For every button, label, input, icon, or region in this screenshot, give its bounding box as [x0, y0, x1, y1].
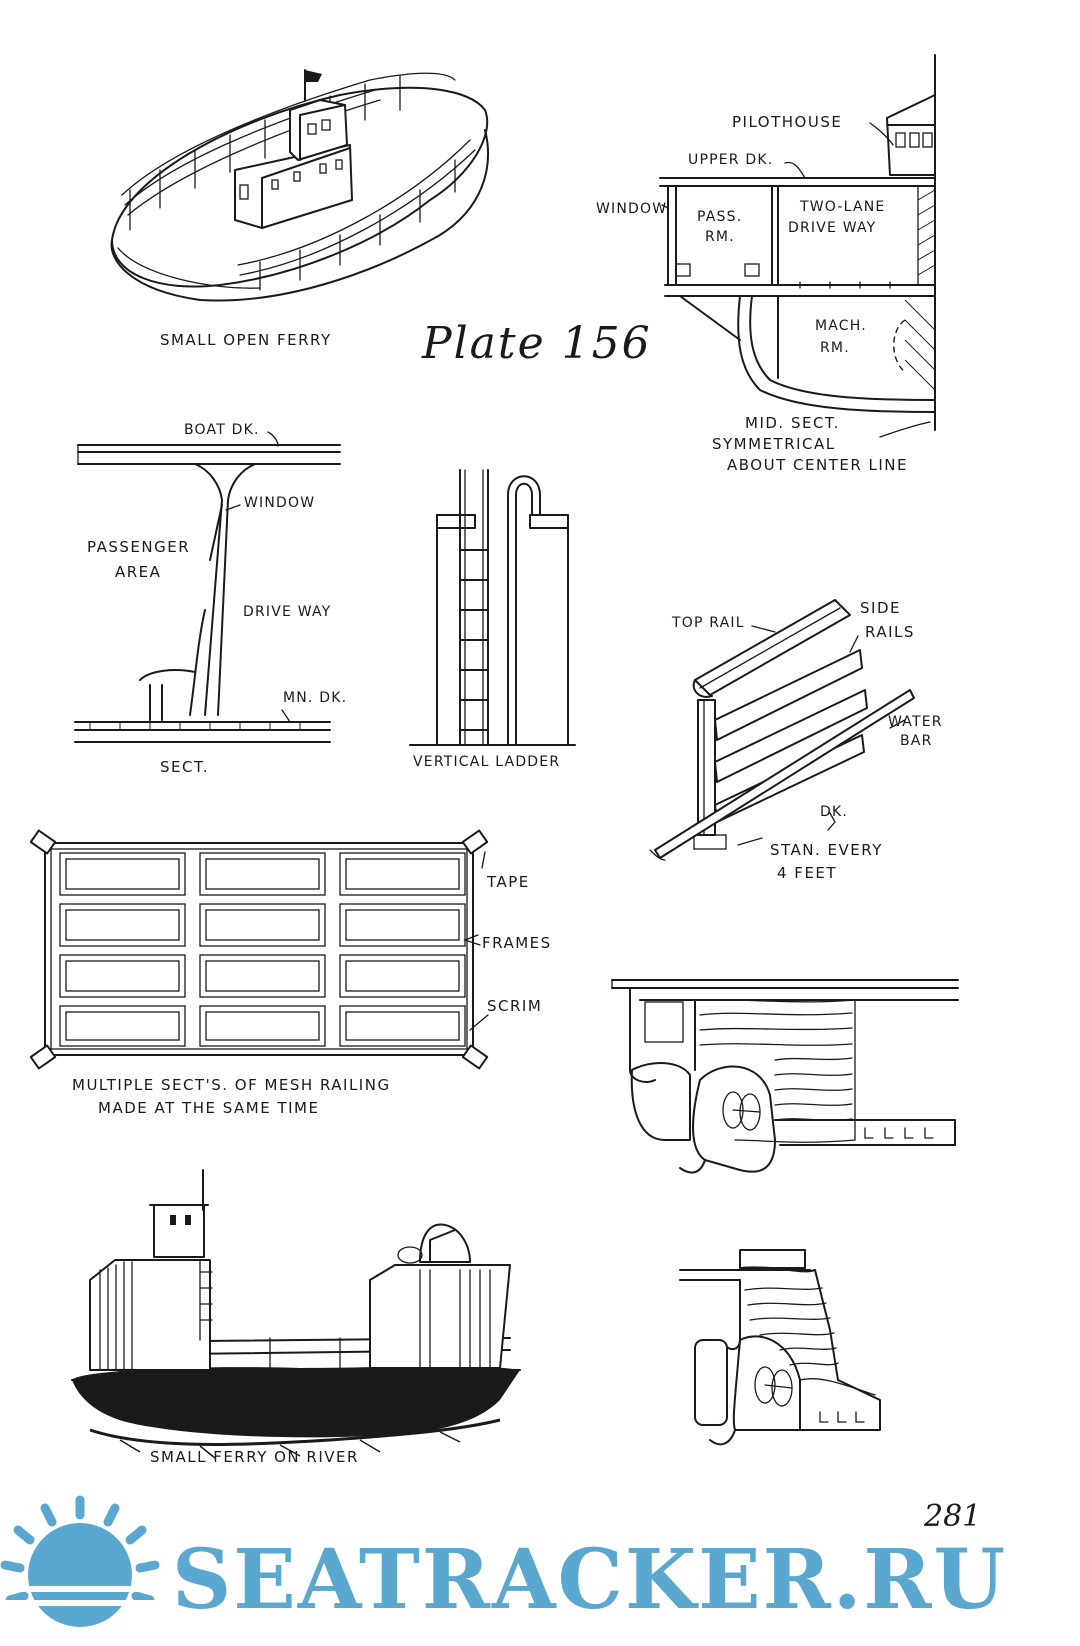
- deck-label-railing: DK.: [820, 804, 849, 820]
- vertical-ladder-caption: VERTICAL LADDER: [413, 754, 561, 770]
- hull-detail-lower-drawing: [680, 1250, 880, 1444]
- upper-deck-label: UPPER DK.: [688, 152, 774, 168]
- tape-label: TAPE: [487, 873, 530, 891]
- mid-section-caption-1: MID. SECT.: [745, 414, 841, 432]
- pass-room-label-2: RM.: [705, 229, 735, 245]
- mach-room-label-2: RM.: [820, 340, 850, 356]
- mid-section-caption-2: SYMMETRICAL: [712, 435, 836, 453]
- stanchion-label-2: 4 FEET: [777, 864, 838, 882]
- water-bar-label-2: BAR: [900, 733, 933, 749]
- section-caption: SECT.: [160, 758, 210, 776]
- plate-title: Plate 156: [422, 318, 652, 369]
- passenger-label-2: AREA: [115, 563, 162, 581]
- mid-section-caption-3: ABOUT CENTER LINE: [727, 456, 908, 474]
- page-number: 281: [924, 1499, 982, 1534]
- mesh-frame-grid: [60, 853, 465, 1046]
- driveway-label-2: DRIVE WAY: [788, 220, 877, 236]
- main-deck-label: MN. DK.: [283, 690, 348, 706]
- frames-label: FRAMES: [482, 934, 552, 952]
- window-label-mid: WINDOW: [596, 201, 668, 217]
- ferry-on-river-drawing: [72, 1170, 520, 1458]
- passenger-label-1: PASSENGER: [87, 538, 191, 556]
- driveway-label-sect: DRIVE WAY: [243, 604, 332, 620]
- hull-detail-upper-drawing: [612, 980, 958, 1173]
- top-rail-label: TOP RAIL: [672, 615, 745, 631]
- side-rails-label-1: SIDE: [860, 599, 901, 617]
- ferry-on-river-caption: SMALL FERRY ON RIVER: [150, 1448, 359, 1466]
- water-bar-label-1: WATER: [888, 714, 943, 730]
- mesh-caption-2: MADE AT THE SAME TIME: [98, 1099, 320, 1117]
- pass-room-label-1: PASS.: [697, 209, 743, 225]
- stanchion-label-1: STAN. EVERY: [770, 841, 883, 859]
- boat-deck-label: BOAT DK.: [184, 422, 260, 438]
- sun-logo-icon: [0, 1500, 170, 1627]
- pilothouse-label: PILOTHOUSE: [732, 113, 843, 131]
- vertical-ladder-drawing: [410, 470, 575, 745]
- small-open-ferry-drawing: [112, 70, 488, 301]
- scrim-label: SCRIM: [487, 997, 543, 1015]
- watermark-text: SEATRACKER.RU: [172, 1532, 1008, 1628]
- side-rails-label-2: RAILS: [865, 623, 915, 641]
- driveway-label-1: TWO-LANE: [800, 199, 886, 215]
- small-open-ferry-caption: SMALL OPEN FERRY: [160, 331, 332, 349]
- seatracker-watermark: [0, 1500, 1007, 1628]
- mesh-caption-1: MULTIPLE SECT'S. OF MESH RAILING: [72, 1076, 391, 1094]
- mach-room-label-1: MACH.: [815, 318, 867, 334]
- mesh-railing-drawing: [31, 831, 488, 1069]
- window-label-sect: WINDOW: [244, 495, 316, 511]
